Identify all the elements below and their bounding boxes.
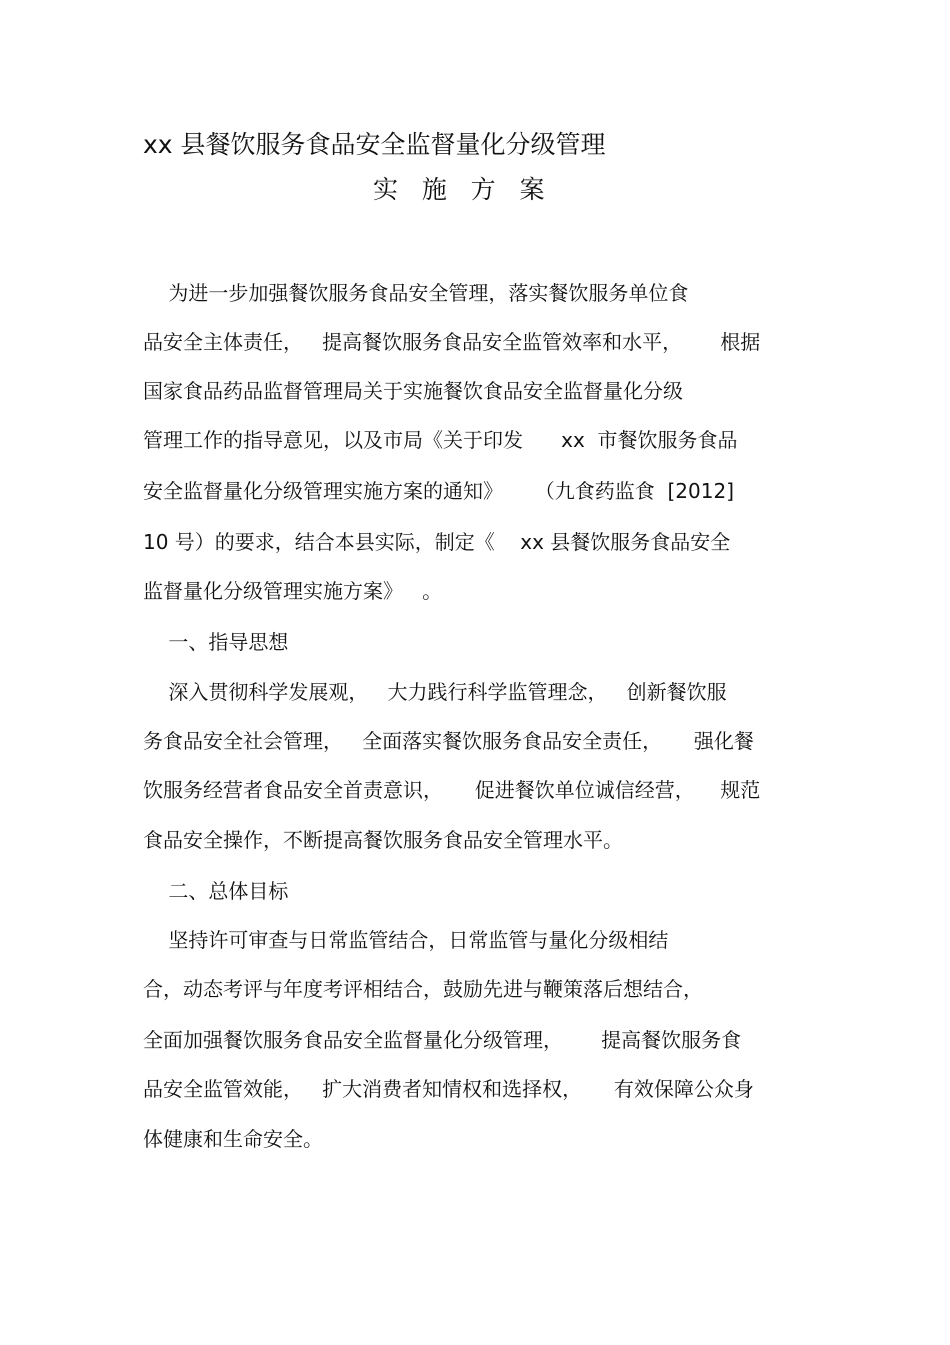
body-line: 监督量化分级管理实施方案》 。: [143, 579, 443, 603]
body-line: 为进一步加强餐饮服务食品安全管理，落实餐饮服务单位食: [143, 281, 689, 305]
body-line: 国家食品药品监督管理局关于实施餐饮食品安全监督量化分级: [143, 379, 683, 403]
section-heading: 二、总体目标: [143, 879, 289, 903]
document-subtitle: 实 施 方 案: [373, 175, 545, 204]
body-line: 管理工作的指导意见，以及市局《关于印发 xx 市餐饮服务食品: [143, 428, 738, 452]
body-line: 务食品安全社会管理， 全面落实餐饮服务食品安全责任， 强化餐: [143, 729, 754, 753]
body-line: 饮服务经营者食品安全首责意识， 促进餐饮单位诚信经营， 规范: [143, 778, 761, 802]
section-heading: 一、指导思想: [143, 630, 289, 654]
body-line: 安全监督量化分级管理实施方案的通知》 （九食药监食 [2012]: [143, 479, 735, 503]
body-line: 体健康和生命安全。: [143, 1127, 323, 1151]
body-line: 深入贯彻科学发展观， 大力践行科学监管理念， 创新餐饮服: [143, 680, 727, 704]
body-line: 10 号）的要求，结合本县实际，制定《 xx 县餐饮服务食品安全: [143, 530, 731, 554]
body-line: 合，动态考评与年度考评相结合，鼓励先进与鞭策落后想结合，: [143, 977, 703, 1001]
body-line: 食品安全操作，不断提高餐饮服务食品安全管理水平。: [143, 828, 623, 852]
body-line: 全面加强餐饮服务食品安全监督量化分级管理， 提高餐饮服务食: [143, 1028, 742, 1052]
body-line: 品安全主体责任， 提高餐饮服务食品安全监管效率和水平， 根据: [143, 330, 761, 354]
body-line: 品安全监管效能， 扩大消费者知情权和选择权， 有效保障公众身: [143, 1077, 754, 1101]
document-title: xx 县餐饮服务食品安全监督量化分级管理: [143, 130, 606, 159]
body-line: 坚持许可审查与日常监管结合，日常监管与量化分级相结: [143, 928, 669, 952]
